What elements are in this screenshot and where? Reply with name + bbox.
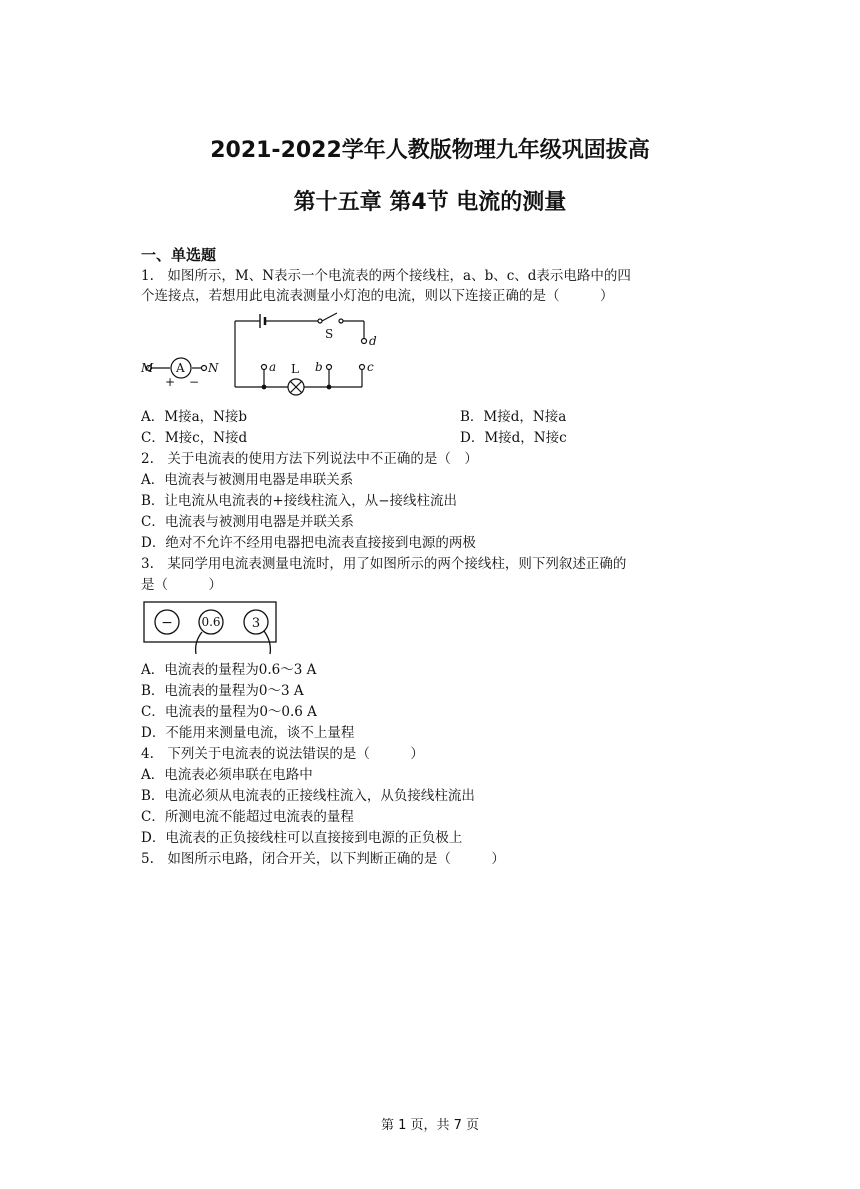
question-2-stem: 2. 关于电流表的使用方法下列说法中不正确的是（ ）: [141, 451, 478, 467]
page-number: 第 1 页，共 7 页: [380, 1118, 480, 1133]
question-4-option-d: D．电流表的正负接线柱可以直接接到电源的正负极上: [141, 830, 463, 846]
terminal-3-label: 3: [251, 616, 261, 631]
label-d: d: [369, 334, 377, 348]
section-heading: 一、单选题: [141, 246, 217, 264]
page-subtitle: 第十五章 第4节 电流的测量: [293, 190, 567, 215]
label-c: c: [367, 360, 374, 374]
label-M: M: [141, 361, 154, 375]
question-1-option-c: C．M接c，N接d: [141, 430, 248, 446]
question-2-option-b: B．让电流从电流表的+接线柱流入，从−接线柱流出: [141, 493, 458, 509]
label-L: L: [291, 362, 299, 376]
question-5-stem: 5. 如图所示电路，闭合开关，以下判断正确的是（ ）: [141, 851, 505, 867]
question-1-option-b: B．M接d，N接a: [460, 409, 567, 425]
label-b: b: [315, 360, 323, 374]
question-4-option-b: B．电流必须从电流表的正接线柱流入，从负接线柱流出: [141, 788, 475, 804]
question-1-circuit-figure: [138, 310, 388, 398]
page-title: 2021-2022学年人教版物理九年级巩固拔高: [210, 138, 650, 163]
question-4-stem: 4. 下列关于电流表的说法错误的是（ ）: [141, 746, 424, 762]
question-1-stem-line2: 个连接点，若想用此电流表测量小灯泡的电流，则以下连接正确的是（ ）: [141, 288, 614, 304]
label-a: a: [269, 360, 277, 374]
question-3-option-c: C．电流表的量程为0～0.6 A: [141, 704, 317, 720]
question-3-stem-line2: 是（ ）: [141, 577, 222, 593]
terminal-0.6-label: 0.6: [201, 615, 221, 629]
label-S: S: [325, 327, 334, 341]
label-plus: +: [165, 375, 176, 389]
question-3-stem-line1: 3. 某同学用电流表测量电流时，用了如图所示的两个接线柱，则下列叙述正确的: [141, 556, 627, 572]
question-1-option-d: D．M接d，N接c: [460, 430, 567, 446]
terminal-minus-label: −: [161, 615, 173, 631]
label-minus: −: [189, 375, 200, 389]
question-3-option-b: B．电流表的量程为0～3 A: [141, 683, 304, 699]
question-3-terminal-figure: [142, 598, 280, 656]
question-1-stem-line1: 1. 如图所示，M、N表示一个电流表的两个接线柱，a、b、c、d表示电路中的四: [141, 268, 631, 284]
question-2-option-d: D．绝对不允许不经用电器把电流表直接接到电源的两极: [141, 535, 476, 551]
question-3-option-d: D．不能用来测量电流，谈不上量程: [141, 725, 355, 741]
question-2-option-c: C．电流表与被测用电器是并联关系: [141, 514, 354, 530]
question-4-option-c: C．所测电流不能超过电流表的量程: [141, 809, 354, 825]
question-1-option-a: A．M接a，N接b: [141, 409, 248, 425]
question-4-option-a: A．电流表必须串联在电路中: [141, 767, 313, 783]
label-ammeter: A: [176, 361, 185, 375]
question-2-option-a: A．电流表与被测用电器是串联关系: [141, 472, 354, 488]
question-3-option-a: A．电流表的量程为0.6～3 A: [141, 662, 317, 678]
label-N: N: [208, 361, 219, 375]
